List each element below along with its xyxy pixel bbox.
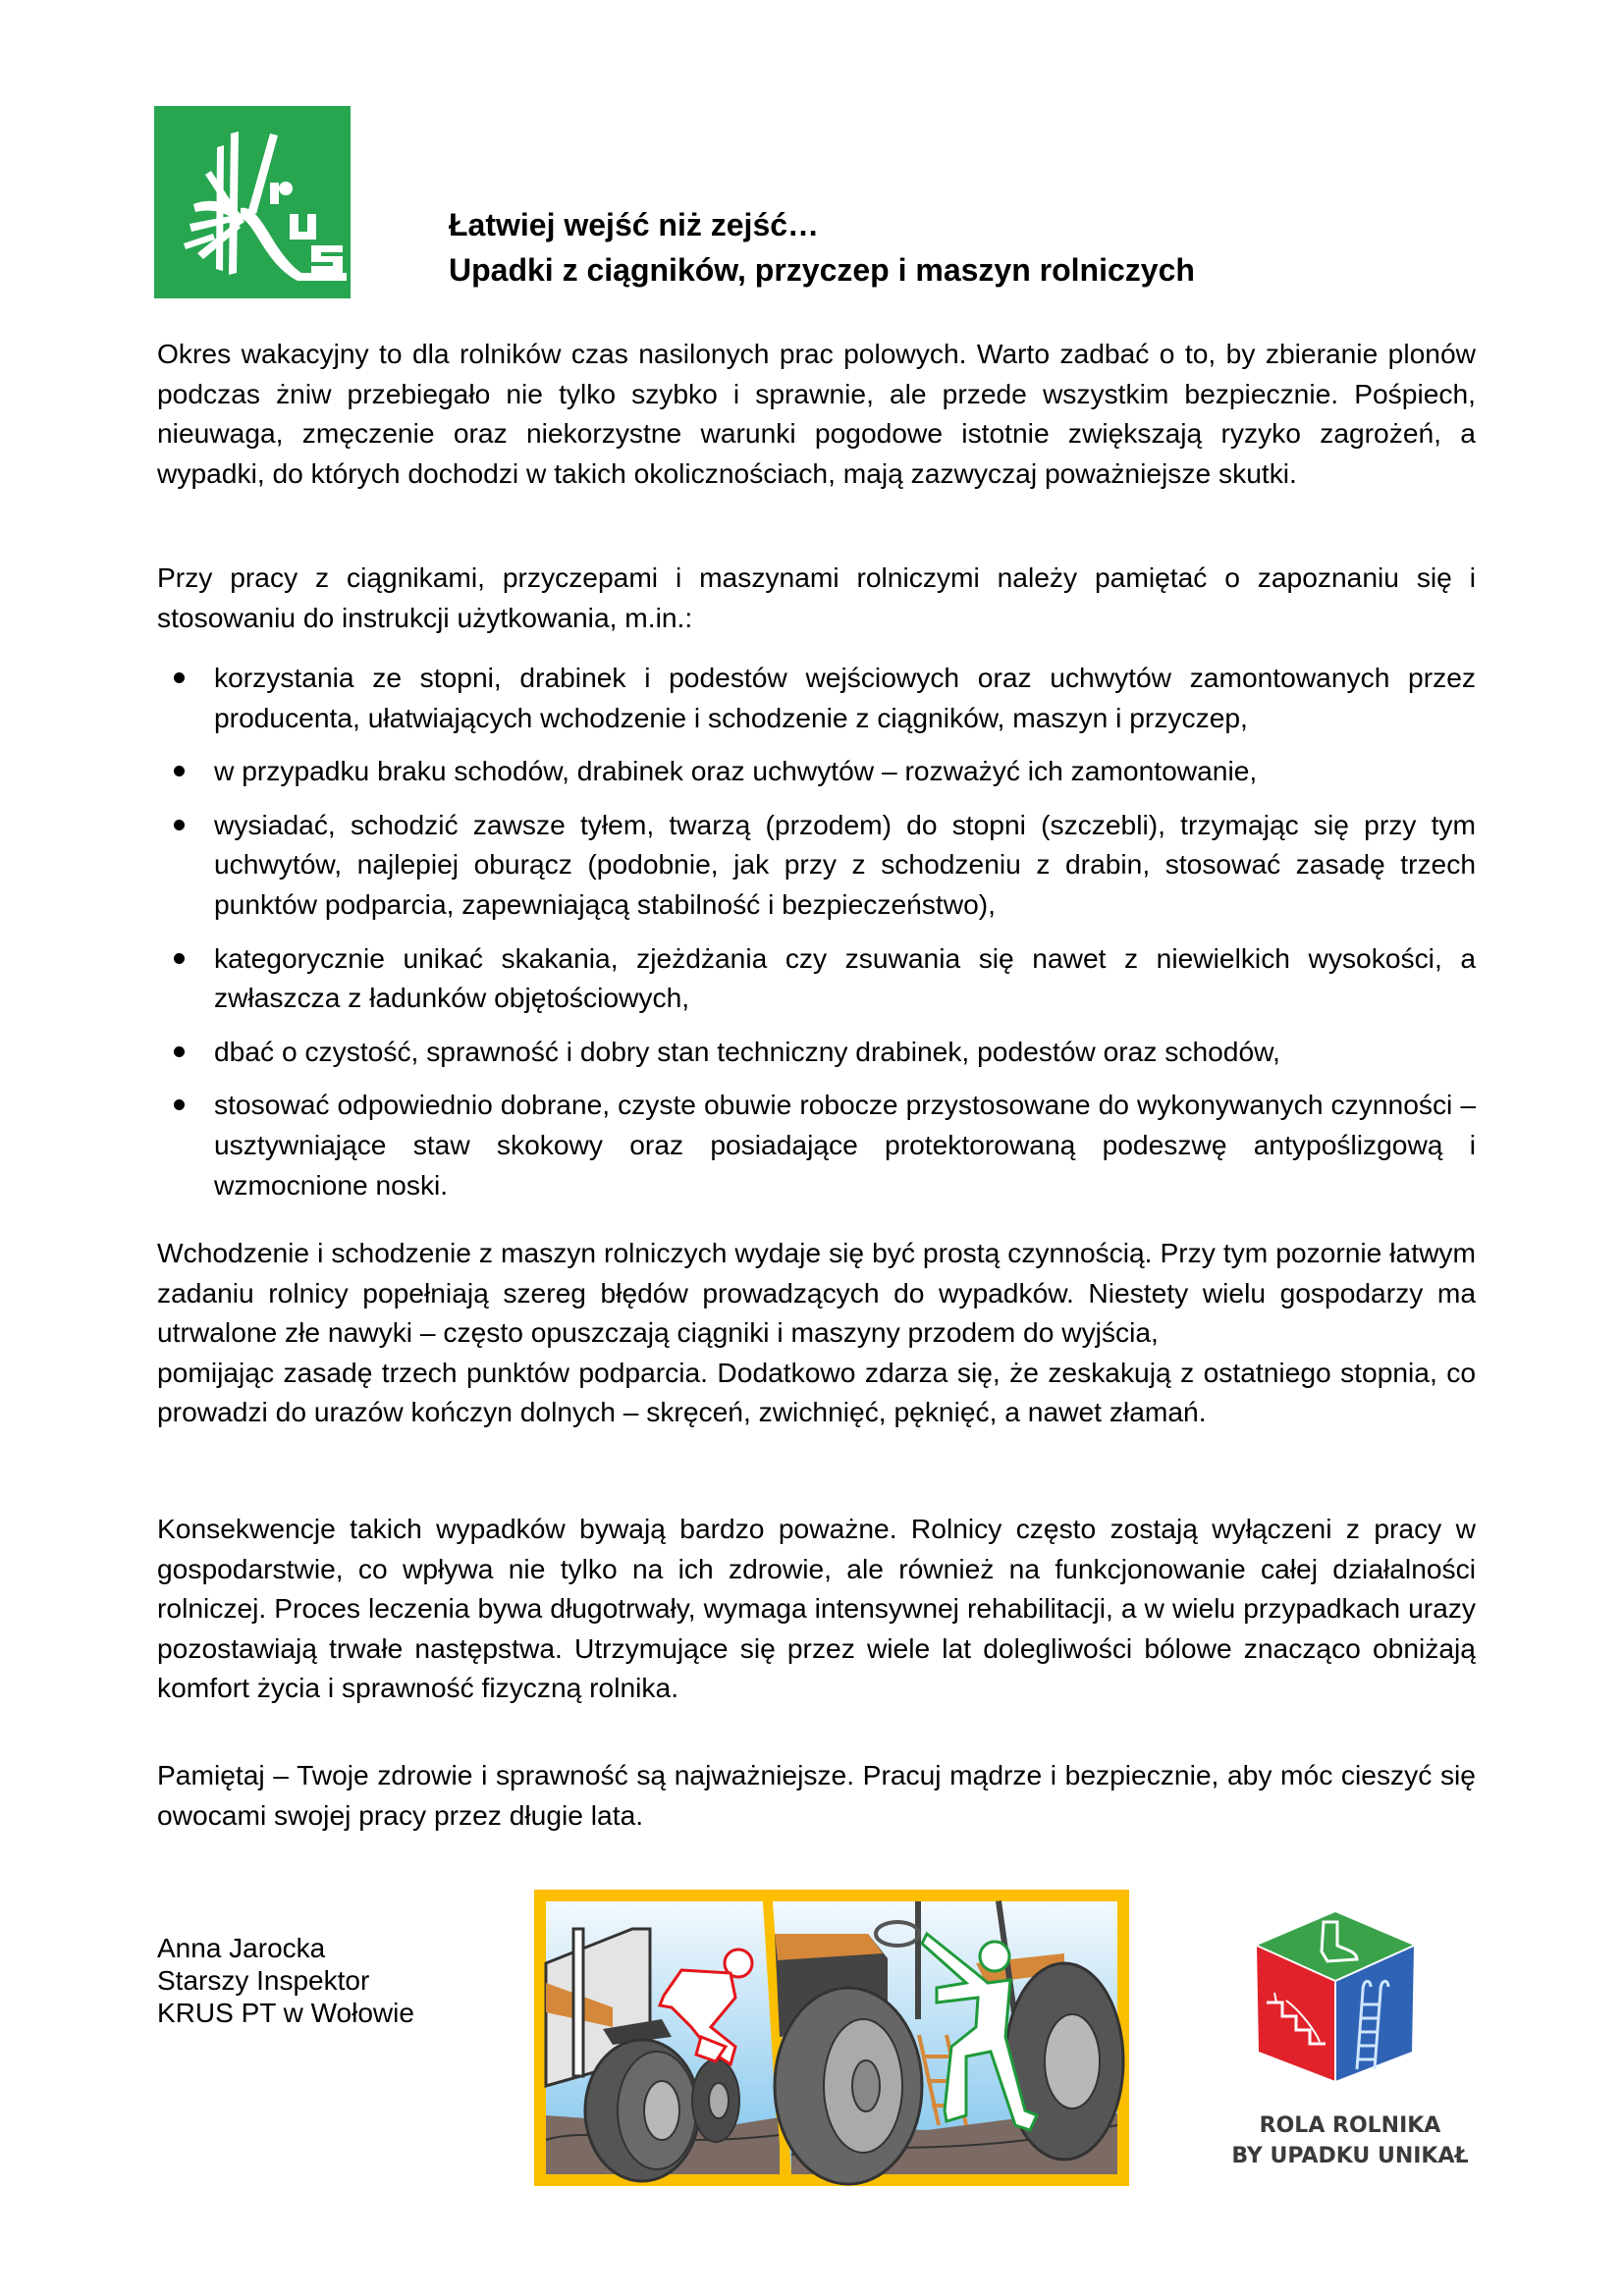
tractor-scene-icon: [534, 1890, 1129, 2186]
bullet-icon: [174, 1046, 185, 1057]
list-item: w przypadku braku schodów, drabinek oraz uchwytów – rozważyć ich zamontowanie,: [157, 751, 1476, 791]
errors-text-part-2: pomijając zasadę trzech punktów podparcia. Dodatkowo zdarza się, że zeskakują z ostatniego stopnia, co prowadzi do urazów kończyn dolnych – skręceń, zwichnięć, pęknięć, a nawet złamań.: [157, 1356, 1476, 1428]
consequences-paragraph: [157, 1509, 1476, 1708]
bullet-icon: [174, 672, 185, 683]
title-line-1: Łatwiej wejść niż zejść…: [449, 207, 820, 242]
tractor-dismount-illustration: [534, 1890, 1129, 2186]
bullet-icon: [174, 953, 185, 964]
list-item: kategorycznie unikać skakania, zjeżdżania czy zsuwania się nawet z niewielkich wysokości, a zwłaszcza z ładunków objętościowych,: [157, 938, 1476, 1018]
author-signature: [157, 1932, 414, 2029]
author-office: KRUS PT w Wołowie: [157, 1998, 414, 2028]
campaign-cube-logo: [1247, 1895, 1424, 2087]
bullet-icon: [174, 1099, 185, 1110]
list-item: stosować odpowiednio dobrane, czyste obuwie robocze przystosowane do wykonywanych czynności – usztywniające staw skokowy oraz posiadające protektorowaną podeszwę antypoślizgową i wzmocnione noski.: [157, 1085, 1476, 1204]
list-item: korzystania ze stopni, drabinek i podestów wejściowych oraz uchwytów zamontowanych przez producenta, ułatwiających wchodzenie i schodzenie z ciągników, maszyn i przyczep,: [157, 658, 1476, 737]
intro-paragraph: [157, 334, 1476, 493]
krus-logo: [154, 106, 351, 298]
bullet-icon: [174, 820, 185, 830]
document-title: [449, 202, 1195, 293]
list-item: wysiadać, schodzić zawsze tyłem, twarzą (przodem) do stopni (szczebli), trzymając się przy tym uchwytów, najlepiej oburącz (podobnie, jak przy z schodzeniu z drabin, stosować zasadę trzech punktów podparcia, zapewniającą stabilność i bezpieczeństwo),: [157, 805, 1476, 925]
consequences-text: Konsekwencje takich wypadków bywają bardzo poważne. Rolnicy często zostają wyłączeni z pracy w gospodarstwie, co wpływa nie tylko na ich zdrowie, ale również na funkcjonowanie całej działalności rolniczej. Proces leczenia bywa długotrwały, wymaga intensywnej rehabilitacji, a w wielu przypadkach urazy pozostawiają trwałe następstwa. Utrzymujące się przez wiele lat dolegliwości bólowe znacząco obniżają komfort życia i sprawność fizyczną rolnika.: [157, 1513, 1476, 1704]
closing-paragraph: [157, 1755, 1476, 1835]
intro-text: Okres wakacyjny to dla rolników czas nasilonych prac polowych. Warto zadbać o to, by zbieranie plonów podczas żniw przebiegało nie tylko szybko i sprawnie, ale przede wszystkim bezpiecznie. Pośpiech, nieuwaga, zmęczenie oraz niekorzystne warunki pogodowe istotnie zwiększają ryzyko zagrożeń, a wypadki, do których dochodzi w takich okolicznościach, mają zazwyczaj poważniejsze skutki.: [157, 338, 1476, 489]
campaign-caption-line-1: ROLA ROLNIKA: [1259, 2113, 1441, 2138]
campaign-caption: [1218, 2110, 1483, 2171]
instructions-lead-paragraph: [157, 558, 1476, 637]
title-line-2: Upadki z ciągników, przyczep i maszyn rolniczych: [449, 252, 1195, 288]
bullet-icon: [174, 766, 185, 776]
safety-cube-icon: [1247, 1895, 1424, 2087]
list-item: dbać o czystość, sprawność i dobry stan techniczny drabinek, podestów oraz schodów,: [157, 1032, 1476, 1072]
author-name: Anna Jarocka: [157, 1933, 326, 1963]
common-errors-paragraph: [157, 1233, 1476, 1432]
errors-text-part-1: Wchodzenie i schodzenie z maszyn rolniczych wydaje się być prostą czynnością. Przy tym pozornie łatwym zadaniu rolnicy popełniają szereg błędów prowadzących do wypadków. Niestety wielu gospodarzy ma utrwalone złe nawyki – często opuszczają ciągniki i maszyny przodem do wyjścia,: [157, 1237, 1476, 1349]
author-position: Starszy Inspektor: [157, 1965, 370, 1996]
campaign-caption-line-2: BY UPADKU UNIKAŁ: [1231, 2144, 1469, 2168]
safety-rules-list: [157, 658, 1476, 1218]
krus-emblem-icon: [154, 106, 351, 298]
closing-text: Pamiętaj – Twoje zdrowie i sprawność są najważniejsze. Pracuj mądrze i bezpiecznie, aby móc cieszyć się owocami swojej pracy przez długie lata.: [157, 1759, 1476, 1831]
instructions-lead-text: Przy pracy z ciągnikami, przyczepami i maszynami rolniczymi należy pamiętać o zapoznaniu się i stosowaniu do instrukcji użytkowania, m.in.:: [157, 561, 1476, 633]
